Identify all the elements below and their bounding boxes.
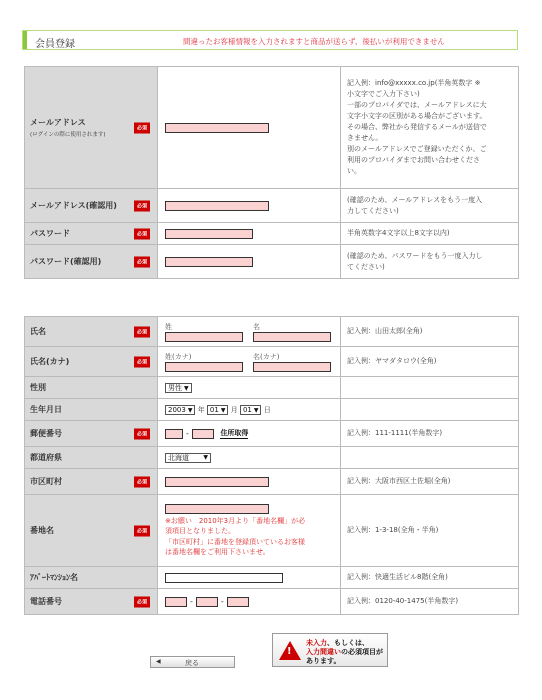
mei-kana-label: 名(カナ) (253, 352, 280, 361)
postal-label: 郵便番号 (30, 429, 62, 438)
email-label: メールアドレス (30, 118, 86, 127)
password-label: パスワード (30, 229, 70, 238)
password-row (25, 223, 519, 245)
sei-kana-label: 姓(カナ) (165, 352, 192, 361)
address-notice: ※お願い 2010年3月より「番地名欄」が必 須項目となりました。 「市区町村」に番地を登録頂いているお客様 は番地名欄をご利用下さいませ。 (165, 516, 306, 556)
page-header (22, 30, 518, 50)
city-label: 市区町村 (30, 477, 62, 486)
kana-label: 氏名(カナ) (30, 357, 70, 366)
back-button[interactable] (150, 656, 235, 668)
postal-input-1[interactable] (165, 429, 183, 439)
prefecture-select[interactable]: 北海道 ▼ (165, 453, 211, 463)
birth-day-select[interactable]: 01 ▼ (240, 405, 262, 415)
required-badge: 必須 (134, 525, 150, 536)
required-badge: 必須 (134, 596, 150, 607)
phone-label: 電話番号 (30, 597, 62, 606)
mei-kana-input[interactable] (253, 362, 331, 372)
profile-form (24, 316, 519, 615)
building-input[interactable] (165, 573, 283, 583)
phone-input-2[interactable] (196, 597, 218, 607)
required-badge: 必須 (134, 326, 150, 337)
chevron-down-icon: ▼ (184, 384, 189, 392)
name-note: 記入例：山田太郎(全角) (341, 317, 519, 347)
building-label: ｱﾊﾟｰﾄﾏﾝｼｮﾝ名 (30, 573, 78, 582)
required-badge: 必須 (134, 122, 150, 133)
password-note: 半角英数字4文字以上8文字以内) (341, 223, 519, 245)
required-badge: 必須 (134, 256, 150, 267)
name-label: 氏名 (30, 327, 46, 336)
header-accent-bar (23, 31, 27, 49)
sei-label: 姓 (165, 322, 172, 331)
required-badge: 必須 (134, 228, 150, 239)
email-input[interactable] (165, 123, 269, 133)
chevron-down-icon: ▼ (220, 406, 226, 414)
email-row (25, 67, 519, 189)
kana-note: 記入例：ヤマダタロウ(全角) (341, 347, 519, 377)
alert-text: 未入力、もしくは、 入力間違いの必須項目が あります。 (306, 639, 383, 665)
validation-alert: ! 未入力、もしくは、 入力間違いの必須項目が あります。 (272, 633, 388, 667)
gender-select[interactable]: 男性 ▼ (165, 383, 192, 393)
chevron-down-icon: ▼ (203, 453, 208, 461)
gender-label: 性別 (30, 383, 46, 392)
postal-row: 郵便番号 必須 - 住所取得 記入例：111-1111(半角数字) (25, 421, 519, 447)
mei-label: 名 (253, 322, 260, 331)
postal-note: 記入例：111-1111(半角数字) (341, 421, 519, 447)
email-sublabel: (ログインの際に使用されます) (30, 132, 106, 138)
email-confirm-row (25, 189, 519, 223)
building-note: 記入例：快適生活ビル8階(全角) (341, 567, 519, 589)
birthdate-label: 生年月日 (30, 405, 62, 414)
address-label: 番地名 (30, 526, 54, 535)
email-label-cell (25, 67, 158, 189)
password-confirm-label: パスワード(確認用) (30, 257, 102, 266)
sei-kana-input[interactable] (165, 362, 243, 372)
year-unit: 年 (197, 405, 205, 414)
day-unit: 日 (263, 405, 271, 414)
phone-input-3[interactable] (227, 597, 249, 607)
prefecture-label: 都道府県 (30, 453, 62, 462)
email-confirm-label: メールアドレス(確認用) (30, 201, 117, 210)
required-badge: 必須 (134, 200, 150, 211)
password-confirm-input[interactable] (165, 257, 253, 267)
birthdate-row (25, 399, 519, 421)
password-input[interactable] (165, 229, 253, 239)
city-note: 記入例：大阪市西区土佐堀(全角) (341, 469, 519, 495)
email-confirm-input[interactable] (165, 201, 269, 211)
phone-row: 電話番号 必須 - - 記入例：0120-40-1475(半角数字) (25, 589, 519, 615)
page-title: 会員登録 (35, 39, 75, 50)
arrow-left-icon: ◀ (156, 658, 161, 665)
address-row (25, 495, 519, 567)
postal-input-2[interactable] (192, 429, 214, 439)
chevron-down-icon: ▼ (253, 406, 259, 414)
kana-row (25, 347, 519, 377)
gender-row (25, 377, 519, 399)
address-note: 記入例：1-3-18(全角・半角) (341, 495, 519, 567)
required-badge: 必須 (134, 356, 150, 367)
required-badge: 必須 (134, 476, 150, 487)
password-confirm-note: (確認のため、パスワードをもう一度入力し てください) (341, 245, 519, 279)
back-button-label: 戻る (185, 659, 199, 667)
account-form (24, 66, 519, 279)
building-row (25, 567, 519, 589)
email-note: 記入例：info@xxxxx.co.jp(半角英数字 ※ 小文字でご入力下さい) 一部のプロバイダでは、メールアドレスに大 文字小文字の区別がある場合がございます。 その場合、弊社から発信するメールが送信で きません。 別のメールアドレスでご登録いただくか、ご 利用のプロバイダまでお問い合わせくださ い。 (341, 67, 519, 189)
phone-input-1[interactable] (165, 597, 187, 607)
birth-year-select[interactable]: 2003 ▼ (165, 405, 195, 415)
required-badge: 必須 (134, 428, 150, 439)
address-input[interactable] (165, 504, 269, 514)
phone-note: 記入例：0120-40-1475(半角数字) (341, 589, 519, 615)
prefecture-row (25, 447, 519, 469)
sei-input[interactable] (165, 332, 243, 342)
mei-input[interactable] (253, 332, 331, 342)
chevron-down-icon: ▼ (187, 406, 193, 414)
header-warning: 間違ったお客様情報を入力されますと商品が送らず、後払いが利用できません (183, 37, 445, 46)
month-unit: 月 (230, 405, 238, 414)
email-confirm-note: (確認のため、メールアドレスをもう一度入 力してください) (341, 189, 519, 223)
city-row (25, 469, 519, 495)
password-confirm-row (25, 245, 519, 279)
name-row (25, 317, 519, 347)
city-input[interactable] (165, 477, 269, 487)
address-lookup-button[interactable]: 住所取得 (220, 429, 249, 437)
birth-month-select[interactable]: 01 ▼ (207, 405, 229, 415)
